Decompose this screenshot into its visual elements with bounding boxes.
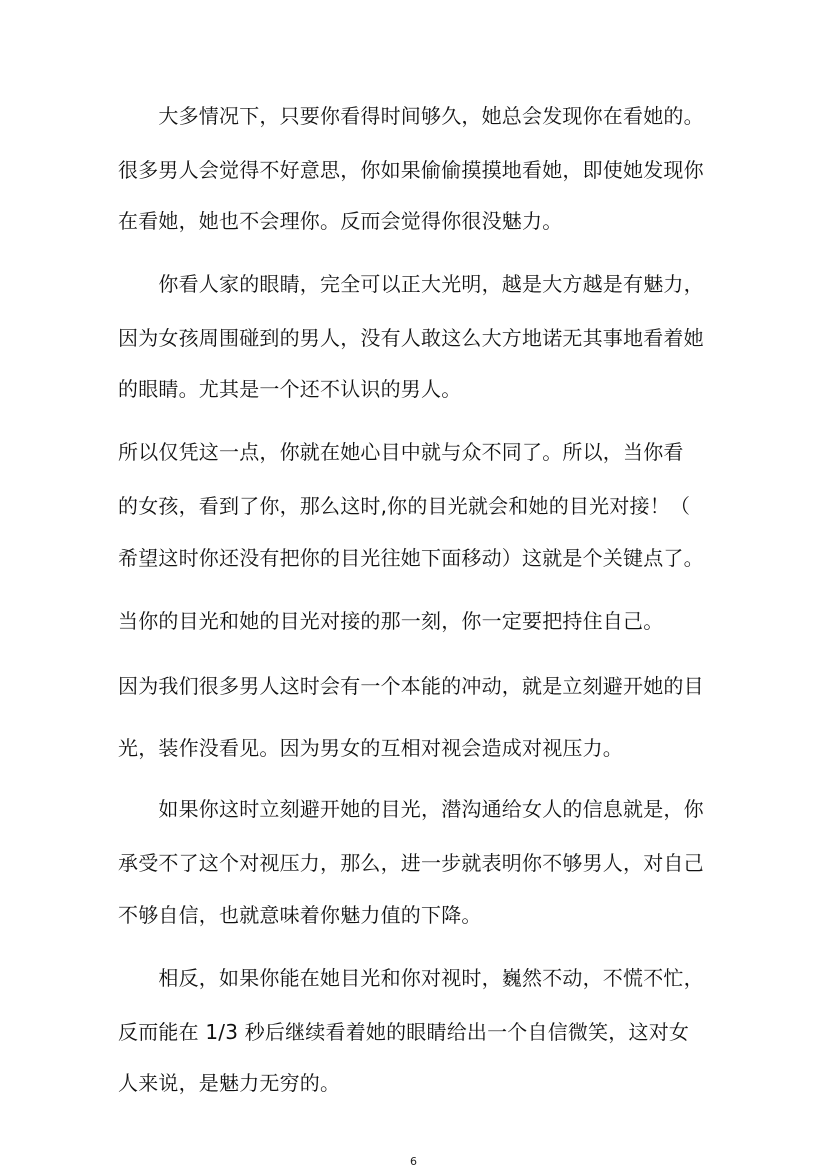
paragraph-2-line-1: 你看人家的眼睛，完全可以正大光明，越是大方越是有魅力，: [118, 272, 704, 296]
paragraph-4-line-2: 因为我们很多男人这时会有一个本能的冲动，就是立刻避开她的目: [118, 674, 704, 698]
paragraph-6-line-3: 人来说，是魅力无穷的。: [118, 1071, 341, 1095]
paragraph-5-line-1: 如果你这时立刻避开她的目光，潜沟通给女人的信息就是，你: [118, 797, 704, 821]
paragraph-3-line-2: 的女孩，看到了你，那么这时,你的目光就会和她的目光对接！（: [118, 494, 691, 518]
paragraph-3-line-1: 所以仅凭这一点，你就在她心目中就与众不同了。所以，当你看: [118, 440, 684, 464]
paragraph-1-line-2: 很多男人会觉得不好意思，你如果偷偷摸摸地看她，即使她发现你: [118, 158, 704, 182]
page-number: 6: [410, 1155, 417, 1168]
paragraph-4-line-1: 当你的目光和她的目光对接的那一刻，你一定要把持住自己。: [118, 609, 664, 633]
paragraph-2-line-2: 因为女孩周围碰到的男人，没有人敢这么大方地诺无其事地看着她: [118, 326, 704, 350]
paragraph-5-line-3: 不够自信，也就意味着你魅力值的下降。: [118, 903, 482, 927]
paragraph-1-line-3: 在看她，她也不会理你。反而会觉得你很没魅力。: [118, 209, 563, 233]
paragraph-1-line-1: 大多情况下，只要你看得时间够久，她总会发现你在看她的。: [118, 104, 704, 128]
paragraph-3-line-3: 希望这时你还没有把你的目光往她下面移动）这就是个关键点了。: [118, 546, 704, 570]
paragraph-6-line-1: 相反，如果你能在她目光和你对视时，巍然不动，不慌不忙，: [118, 966, 704, 990]
paragraph-5-line-2: 承受不了这个对视压力，那么，进一步就表明你不够男人，对自己: [118, 851, 704, 875]
paragraph-2-line-3: 的眼睛。尤其是一个还不认识的男人。: [118, 377, 462, 401]
paragraph-6-line-2: 反而能在 1/3 秒后继续看着她的眼睛给出一个自信微笑，这对女: [118, 1020, 690, 1044]
paragraph-4-line-3: 光，装作没看见。因为男女的互相对视会造成对视压力。: [118, 736, 623, 760]
